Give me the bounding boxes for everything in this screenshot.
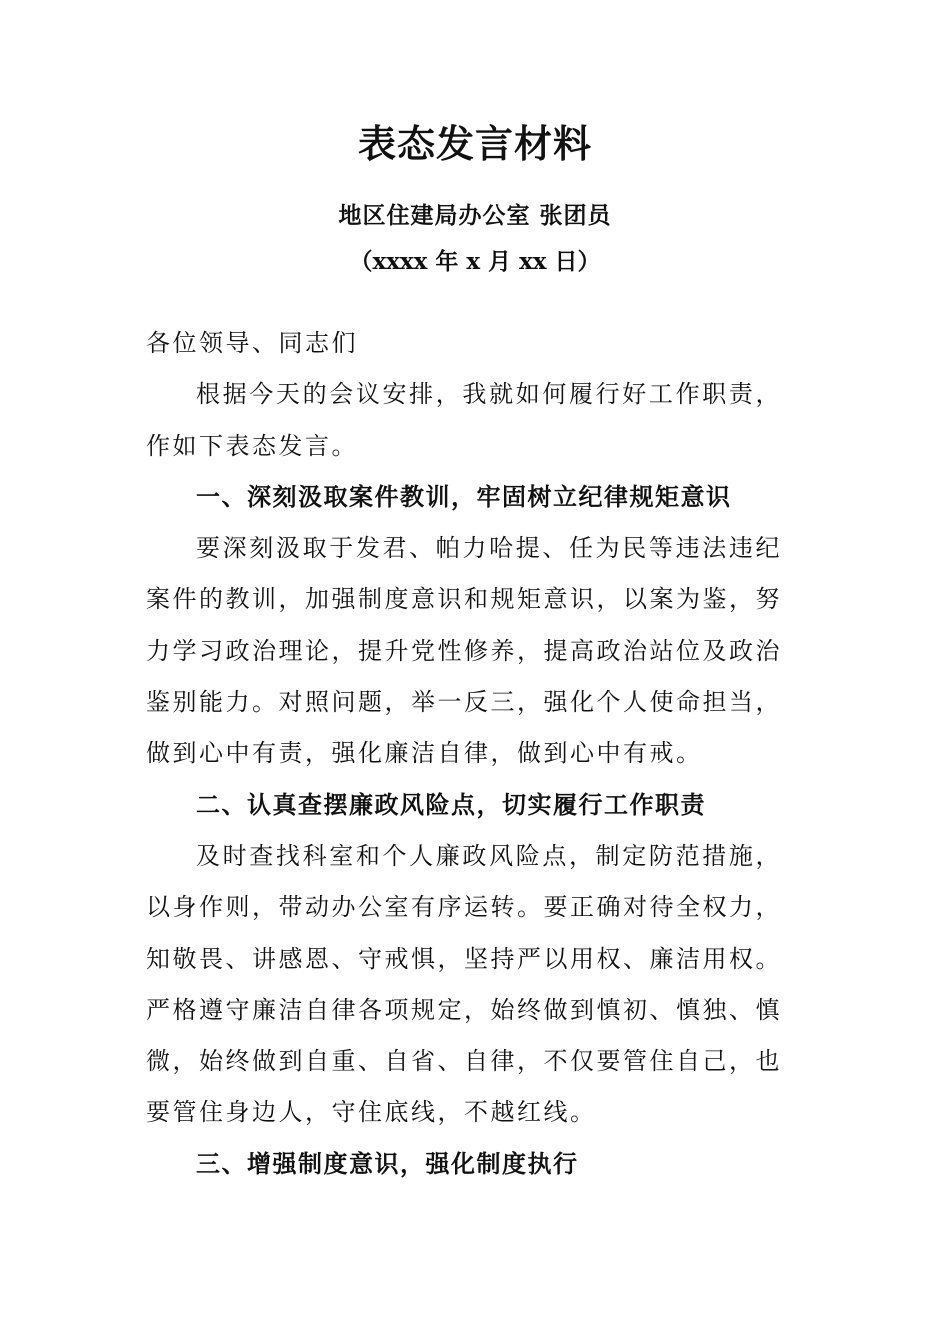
document-body bbox=[146, 318, 782, 1190]
section-heading-2: 二、认真查摆廉政风险点，切实履行工作职责 bbox=[196, 790, 706, 819]
document-title: 表态发言材料 bbox=[357, 121, 592, 166]
section-paragraph-1: 要深刻汲取于发君、帕力哈提、任为民等违法违纪案件的教训，加强制度意识和规矩意识，以案为鉴，努力学习政治理论，提升党性修养，提高政治站位及政治鉴别能力。对照问题，举一反三，强化个人使命担当，做到心中有责，强化廉洁自律，做到心中有戒。 bbox=[146, 534, 782, 768]
date-line: （xxxx 年 x 月 xx 日） bbox=[349, 248, 601, 275]
intro-paragraph: 根据今天的会议安排，我就如何履行好工作职责，作如下表态发言。 bbox=[146, 380, 782, 460]
author-line: 地区住建局办公室 张团员 bbox=[338, 202, 612, 229]
section-heading-3: 三、增强制度意识，强化制度执行 bbox=[196, 1149, 579, 1178]
section-heading-1: 一、深刻汲取案件教训，牢固树立纪律规矩意识 bbox=[196, 482, 732, 511]
section-paragraph-2: 及时查找科室和个人廉政风险点，制定防范措施，以身作则，带动办公室有序运转。要正确对待全权力，知敬畏、讲感恩、守戒惧，坚持严以用权、廉洁用权。严格遵守廉洁自律各项规定，始终做到慎初、慎独、慎微，始终做到自重、自省、自律，不仅要管住自己，也要管住身边人，守住底线，不越红线。 bbox=[146, 841, 782, 1127]
salutation: 各位领导、同志们 bbox=[146, 329, 358, 357]
